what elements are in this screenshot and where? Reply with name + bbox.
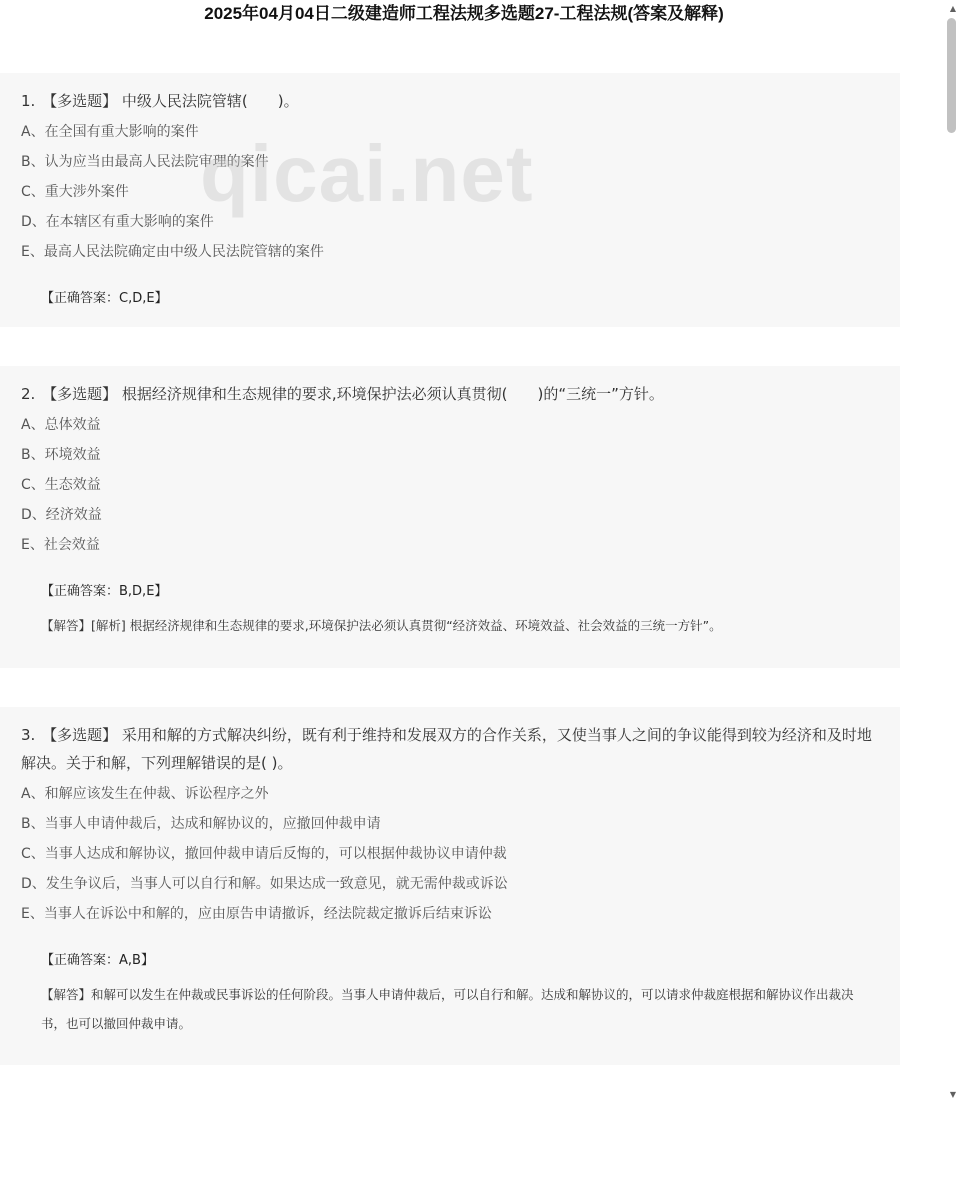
question-stem: 采用和解的方式解决纠纷，既有利于维持和发展双方的合作关系，又使当事人之间的争议能得到较为经济和及时地解决。关于和解，下列理解错误的是( )。 [21,726,872,772]
option-e: E、最高人民法院确定由中级人民法院管辖的案件 [21,244,324,260]
option-a: A、总体效益 [21,417,101,433]
correct-answer: 【正确答案：C,D,E】 [41,291,168,306]
question-card-2 [0,366,900,668]
scrollbar-thumb[interactable] [947,18,956,133]
option-a: A、和解应该发生在仲裁、诉讼程序之外 [21,786,269,802]
scroll-down-arrow-icon[interactable]: ▼ [949,1090,956,1099]
option-d: D、在本辖区有重大影响的案件 [21,214,214,230]
watermark: qicai.net [200,129,534,218]
question-title [21,87,878,115]
question-stem: 根据经济规律和生态规律的要求,环境保护法必须认真贯彻( )的“三统一”方针。 [121,385,664,403]
option-e: E、当事人在诉讼中和解的，应由原告申请撤诉，经法院裁定撤诉后结束诉讼 [21,906,492,922]
answer-explanation: 【解答】[解析] 根据经济规律和生态规律的要求,环境保护法必须认真贯彻“经济效益、环境效益、社会效益的三统一方针”。 [41,618,722,633]
scroll-up-arrow-icon[interactable]: ▲ [949,4,956,13]
question-card-1 [0,73,900,327]
question-number: 3. [21,726,36,744]
question-card-3 [0,707,900,1065]
option-c: C、当事人达成和解协议，撤回仲裁申请后反悔的，可以根据仲裁协议申请仲裁 [21,846,507,862]
option-e: E、社会效益 [21,537,100,553]
option-a: A、在全国有重大影响的案件 [21,124,199,140]
question-number: 1. [21,92,36,110]
option-c: C、重大涉外案件 [21,184,129,200]
correct-answer: 【正确答案：A,B】 [41,953,154,968]
question-number: 2. [21,385,36,403]
correct-answer: 【正确答案：B,D,E】 [41,584,168,599]
option-b: B、当事人申请仲裁后，达成和解协议的，应撤回仲裁申请 [21,816,381,832]
vertical-scrollbar[interactable] [943,0,960,1105]
question-title [21,380,878,408]
answer-explanation: 【解答】和解可以发生在仲裁或民事诉讼的任何阶段。当事人申请仲裁后，可以自行和解。达成和解协议的，可以请求仲裁庭根据和解协议作出裁决书，也可以撤回仲裁申请。 [41,987,854,1031]
question-type: 【多选题】 [42,92,118,110]
option-c: C、生态效益 [21,477,101,493]
question-stem: 中级人民法院管辖( )。 [121,92,299,110]
option-d: D、经济效益 [21,507,102,523]
question-title [21,721,878,777]
question-type: 【多选题】 [42,726,118,744]
option-b: B、认为应当由最高人民法院审理的案件 [21,154,269,170]
option-d: D、发生争议后，当事人可以自行和解。如果达成一致意见，就无需仲裁或诉讼 [21,876,508,892]
question-type: 【多选题】 [42,385,118,403]
option-b: B、环境效益 [21,447,101,463]
page-title: 2025年04月04日二级建造师工程法规多选题27-工程法规(答案及解释) [204,4,724,23]
